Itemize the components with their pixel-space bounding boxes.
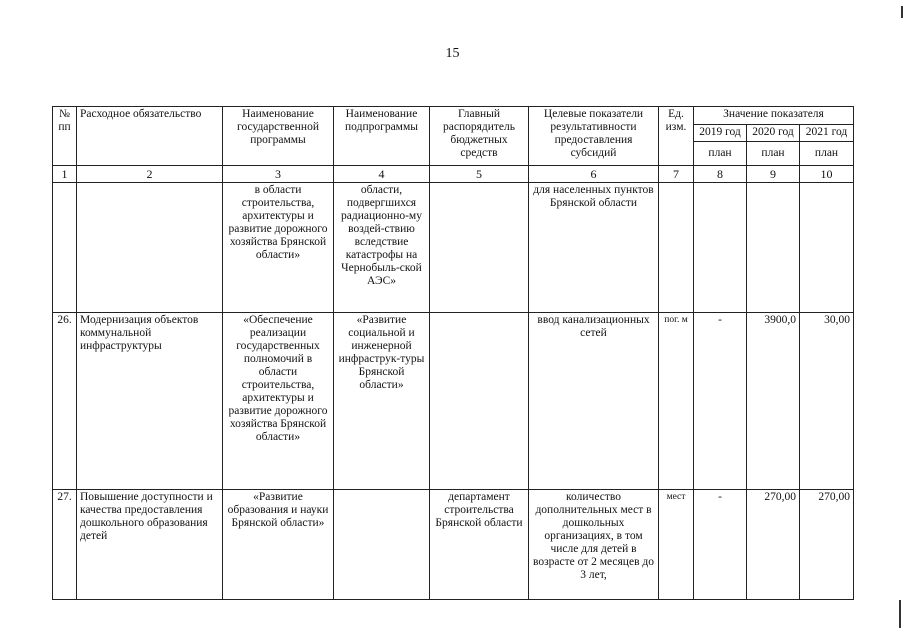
header-program: Наименование государственной программы xyxy=(223,107,334,166)
expenditure-table xyxy=(52,106,854,600)
header-year: 2021 год xyxy=(800,125,854,142)
row-manager xyxy=(430,313,529,490)
table-row xyxy=(53,313,854,490)
row-value-2021: 30,00 xyxy=(800,313,854,490)
row-program: «Обеспечение реализации государственных полномочий в области строительства, архитектуры и развитие дорожного хозяйства Брянской области» xyxy=(223,313,334,490)
header-manager: Главный распорядитель бюджетных средств xyxy=(430,107,529,166)
row-value-2020: 3900,0 xyxy=(747,313,800,490)
row-manager: департамент строительства Брянской области xyxy=(430,490,529,600)
row-program: в области строительства, архитектуры и развитие дорожного хозяйства Брянской области» xyxy=(223,183,334,313)
row-unit: пог. м xyxy=(659,313,694,490)
column-number: 9 xyxy=(747,166,800,183)
column-number: 8 xyxy=(694,166,747,183)
row-obligation: Повышение доступности и качества предоставления дошкольного образования детей xyxy=(77,490,223,600)
table-row xyxy=(53,183,854,313)
column-number: 4 xyxy=(334,166,430,183)
header-year: 2019 год xyxy=(694,125,747,142)
header-unit: Ед. изм. xyxy=(659,107,694,166)
column-number: 5 xyxy=(430,166,529,183)
row-manager xyxy=(430,183,529,313)
row-value-2021 xyxy=(800,183,854,313)
header-year: 2020 год xyxy=(747,125,800,142)
column-number: 7 xyxy=(659,166,694,183)
header-indicators: Целевые показатели результативности предоставления субсидий xyxy=(529,107,659,166)
row-value-2021: 270,00 xyxy=(800,490,854,600)
row-indicator: для населенных пунктов Брянской области xyxy=(529,183,659,313)
header-plan: план xyxy=(694,142,747,166)
row-value-2020: 270,00 xyxy=(747,490,800,600)
column-number: 10 xyxy=(800,166,854,183)
header-row xyxy=(53,107,854,125)
row-value-2019: - xyxy=(694,490,747,600)
header-subprogram: Наименование подпрограммы xyxy=(334,107,430,166)
row-value-2020 xyxy=(747,183,800,313)
row-unit xyxy=(659,183,694,313)
row-indicator: количество дополнительных мест в дошкольных организациях, в том числе для детей в возрасте от 2 месяцев до 3 лет, xyxy=(529,490,659,600)
row-num: 26. xyxy=(53,313,77,490)
edge-mark xyxy=(899,600,901,628)
row-value-2019 xyxy=(694,183,747,313)
column-number-row xyxy=(53,166,854,183)
column-number: 2 xyxy=(77,166,223,183)
row-subprogram xyxy=(334,490,430,600)
row-program: «Развитие образования и науки Брянской области» xyxy=(223,490,334,600)
row-obligation: Модернизация объектов коммунальной инфраструктуры xyxy=(77,313,223,490)
row-subprogram: «Развитие социальной и инженерной инфраструк-туры Брянской области» xyxy=(334,313,430,490)
column-number: 3 xyxy=(223,166,334,183)
page-number: 15 xyxy=(445,46,460,61)
table-row xyxy=(53,490,854,600)
header-value-group: Значение показателя xyxy=(694,107,854,125)
row-unit: мест xyxy=(659,490,694,600)
row-num xyxy=(53,183,77,313)
row-obligation xyxy=(77,183,223,313)
header-obligation: Расходное обязательство xyxy=(77,107,223,166)
column-number: 1 xyxy=(53,166,77,183)
row-subprogram: области, подвергшихся радиационно-му воздей-ствию вследствие катастрофы на Чернобыль-ской АЭС» xyxy=(334,183,430,313)
header-plan: план xyxy=(800,142,854,166)
row-num: 27. xyxy=(53,490,77,600)
header-num: № пп xyxy=(53,107,77,166)
header-plan: план xyxy=(747,142,800,166)
column-number: 6 xyxy=(529,166,659,183)
row-value-2019: - xyxy=(694,313,747,490)
row-indicator: ввод канализационных сетей xyxy=(529,313,659,490)
edge-mark xyxy=(901,6,903,18)
